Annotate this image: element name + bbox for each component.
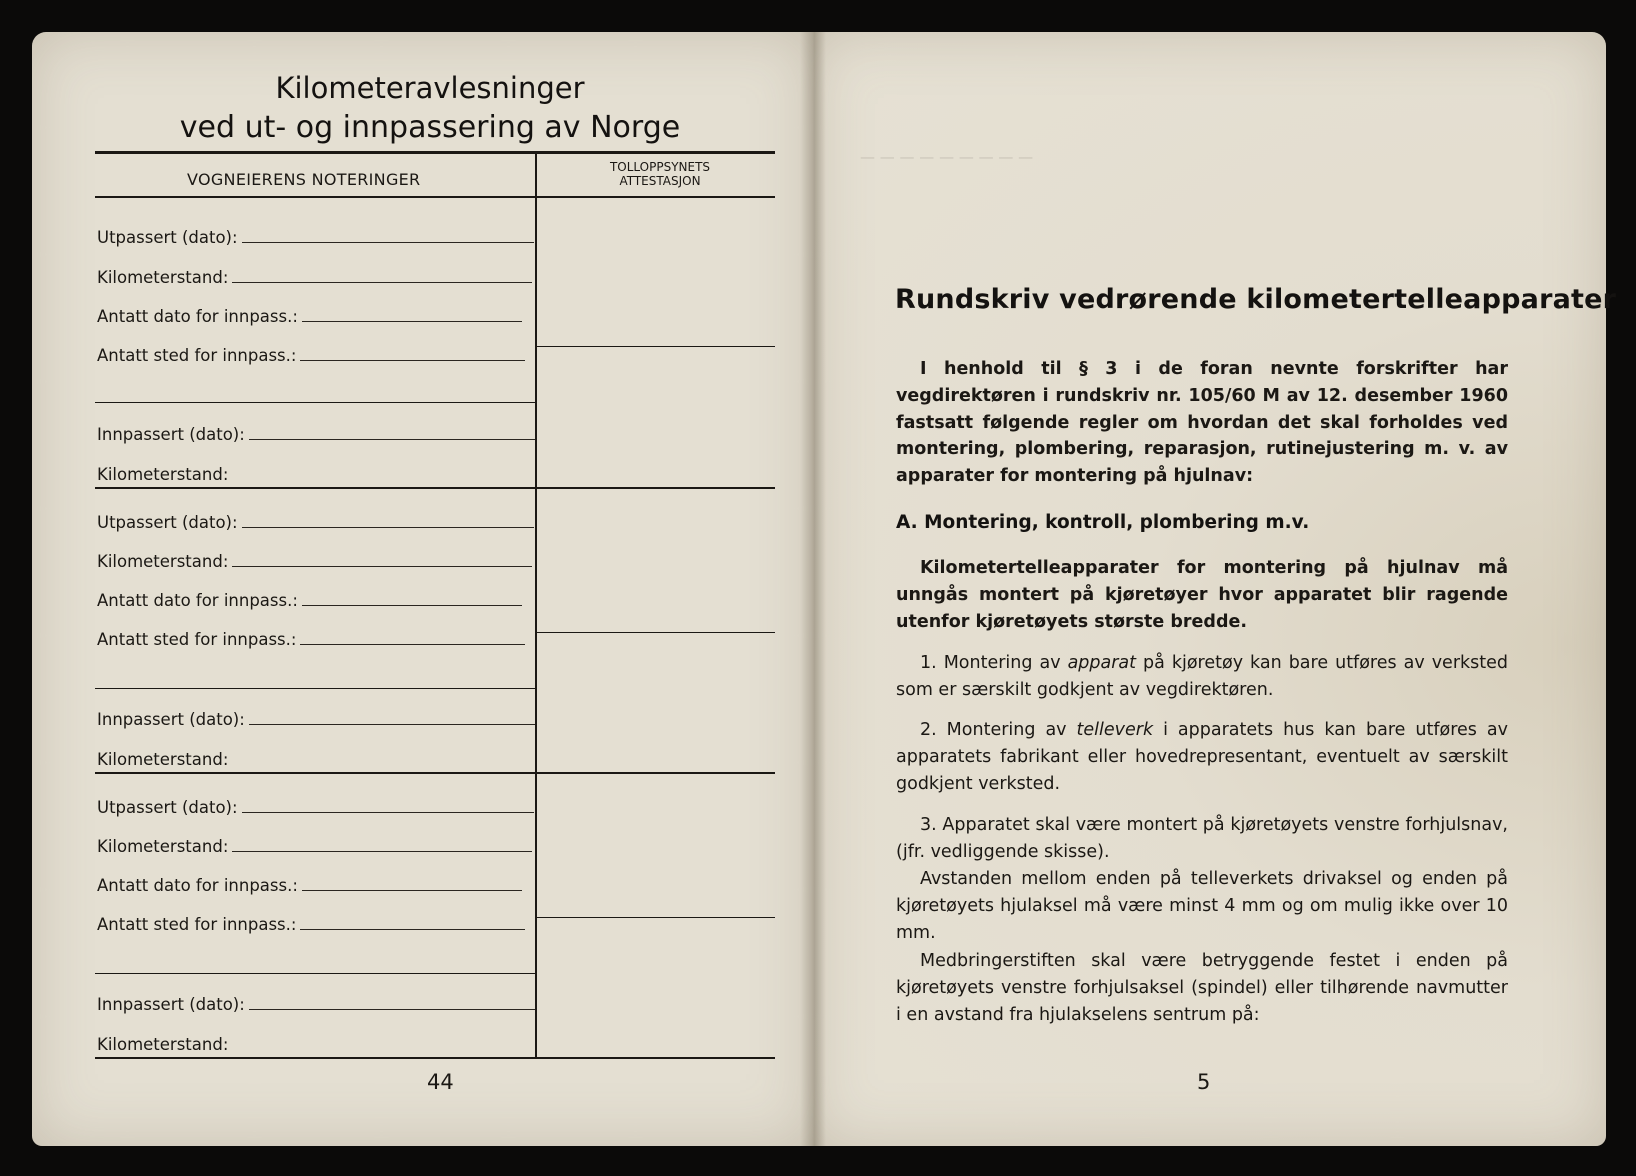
field-label: Antatt dato for innpass.: bbox=[97, 591, 298, 610]
column-divider bbox=[535, 154, 537, 1057]
write-line[interactable] bbox=[232, 851, 532, 852]
header-top-rule bbox=[95, 151, 775, 154]
item-2-emphasis: telleverk bbox=[1076, 720, 1154, 740]
km-row bbox=[97, 837, 532, 856]
km-row bbox=[97, 465, 232, 484]
utpassert-row bbox=[97, 228, 534, 247]
innpassert-row bbox=[97, 995, 535, 1014]
page-number-right: 5 bbox=[1197, 1070, 1211, 1094]
field-label: Innpassert (dato): bbox=[97, 425, 245, 444]
field-label: Kilometerstand: bbox=[97, 465, 229, 484]
form-title-line1: Kilometeravlesninger bbox=[275, 71, 585, 105]
write-line[interactable] bbox=[242, 527, 534, 528]
antatt-sted-row bbox=[97, 346, 525, 365]
attest-line[interactable] bbox=[535, 632, 775, 633]
field-label: Antatt dato for innpass.: bbox=[97, 307, 298, 326]
write-line[interactable] bbox=[249, 724, 535, 725]
book-spine bbox=[800, 32, 826, 1146]
innpassert-row bbox=[97, 710, 535, 729]
field-label: Kilometerstand: bbox=[97, 750, 229, 769]
write-line[interactable] bbox=[242, 242, 534, 243]
item-3: 3. Apparatet skal være montert på kjøretøyets venstre forhjulsnav, (jfr. vedliggende skisse). bbox=[896, 815, 1508, 862]
field-label: Kilometerstand: bbox=[97, 552, 229, 571]
utpassert-row bbox=[97, 798, 534, 817]
write-line[interactable] bbox=[302, 605, 522, 606]
utpassert-row bbox=[97, 513, 534, 532]
item-1-text-b: på kjøretøy kan bare utføres av verksted som er særskilt godkjent av vegdirektøren. bbox=[896, 653, 1508, 700]
warning-paragraph: Kilometertelleapparater for montering på hjulnav må unngås montert på kjøretøyer hvor apparatet blir ragende utenfor kjøretøyets største bredde. bbox=[896, 558, 1508, 632]
item-1 bbox=[896, 650, 1508, 704]
field-label: Antatt sted for innpass.: bbox=[97, 346, 297, 365]
write-line[interactable] bbox=[249, 1009, 535, 1010]
circular-title: Rundskriv vedrørende kilometertelleapparater bbox=[895, 284, 1617, 315]
field-label: Kilometerstand: bbox=[97, 268, 229, 287]
field-label: Kilometerstand: bbox=[97, 837, 229, 856]
field-label: Kilometerstand: bbox=[97, 1035, 229, 1054]
field-label: Antatt sted for innpass.: bbox=[97, 915, 297, 934]
blank-line[interactable] bbox=[95, 402, 535, 403]
page-number-left: 44 bbox=[427, 1070, 454, 1094]
block-divider bbox=[95, 772, 775, 774]
item-1-text-a: 1. Montering av bbox=[920, 653, 1068, 673]
write-line[interactable] bbox=[300, 644, 525, 645]
item-2-text-b: i apparatets hus kan bare utføres av apparatets fabrikant eller hovedrepresentant, eventuelt av særskilt godkjent verksted. bbox=[896, 720, 1508, 794]
innpassert-row bbox=[97, 425, 535, 444]
attest-line[interactable] bbox=[535, 346, 775, 347]
write-line[interactable] bbox=[242, 812, 534, 813]
blank-line[interactable] bbox=[95, 973, 535, 974]
field-label: Utpassert (dato): bbox=[97, 228, 238, 247]
antatt-dato-row bbox=[97, 307, 522, 326]
km-row bbox=[97, 1035, 232, 1054]
customs-heading bbox=[590, 160, 730, 188]
field-label: Antatt dato for innpass.: bbox=[97, 876, 298, 895]
write-line[interactable] bbox=[302, 321, 522, 322]
field-label: Innpassert (dato): bbox=[97, 995, 245, 1014]
item-2-text-a: 2. Montering av bbox=[920, 720, 1077, 740]
distance-paragraph: Avstanden mellom enden på telleverkets drivaksel og enden på kjøretøyets hjulaksel må være minst 4 mm og om mulig ikke over 10 mm. bbox=[896, 869, 1508, 943]
left-page bbox=[32, 32, 812, 1146]
section-a-heading: A. Montering, kontroll, plombering m.v. bbox=[896, 512, 1310, 533]
km-row bbox=[97, 750, 232, 769]
customs-heading-line1: TOLLOPPSYNETS bbox=[609, 160, 711, 174]
write-line[interactable] bbox=[232, 566, 532, 567]
write-line[interactable] bbox=[300, 360, 525, 361]
field-label: Utpassert (dato): bbox=[97, 513, 238, 532]
block-divider bbox=[95, 487, 775, 489]
field-label: Utpassert (dato): bbox=[97, 798, 238, 817]
owner-notes-heading: VOGNEIERENS NOTERINGER bbox=[187, 170, 421, 189]
km-row bbox=[97, 552, 532, 571]
form-title-line2: ved ut- og innpassering av Norge bbox=[179, 110, 681, 145]
form-bottom-rule bbox=[95, 1057, 775, 1059]
item-1-emphasis: apparat bbox=[1067, 653, 1137, 673]
bleed-through-text: — — — — — — — — — bbox=[860, 148, 1034, 166]
customs-heading-line2: ATTESTASJON bbox=[619, 174, 701, 188]
antatt-sted-row bbox=[97, 915, 525, 934]
blank-line[interactable] bbox=[95, 688, 535, 689]
write-line[interactable] bbox=[249, 439, 535, 440]
write-line[interactable] bbox=[300, 929, 525, 930]
header-bottom-rule bbox=[95, 196, 775, 198]
attest-line[interactable] bbox=[535, 917, 775, 918]
pin-paragraph: Medbringerstiften skal være betryggende festet i enden på kjøretøyets venstre forhjulsaksel (spindel) eller tilhørende navmutter i en avstand fra hjulakselens sentrum på: bbox=[896, 951, 1508, 1025]
field-label: Antatt sted for innpass.: bbox=[97, 630, 297, 649]
antatt-dato-row bbox=[97, 876, 522, 895]
km-row bbox=[97, 268, 532, 287]
intro-paragraph: I henhold til § 3 i de foran nevnte forskrifter har vegdirektøren i rundskriv nr. 105/60 M av 12. desember 1960 fastsatt følgende regler om hvordan det skal forholdes ved montering, plombering, reparasjon, rutinejustering m. v. av apparater for montering på hjulnav: bbox=[896, 359, 1508, 487]
field-label: Innpassert (dato): bbox=[97, 710, 245, 729]
item-2 bbox=[896, 717, 1508, 797]
write-line[interactable] bbox=[232, 282, 532, 283]
antatt-sted-row bbox=[97, 630, 525, 649]
write-line[interactable] bbox=[302, 890, 522, 891]
antatt-dato-row bbox=[97, 591, 522, 610]
